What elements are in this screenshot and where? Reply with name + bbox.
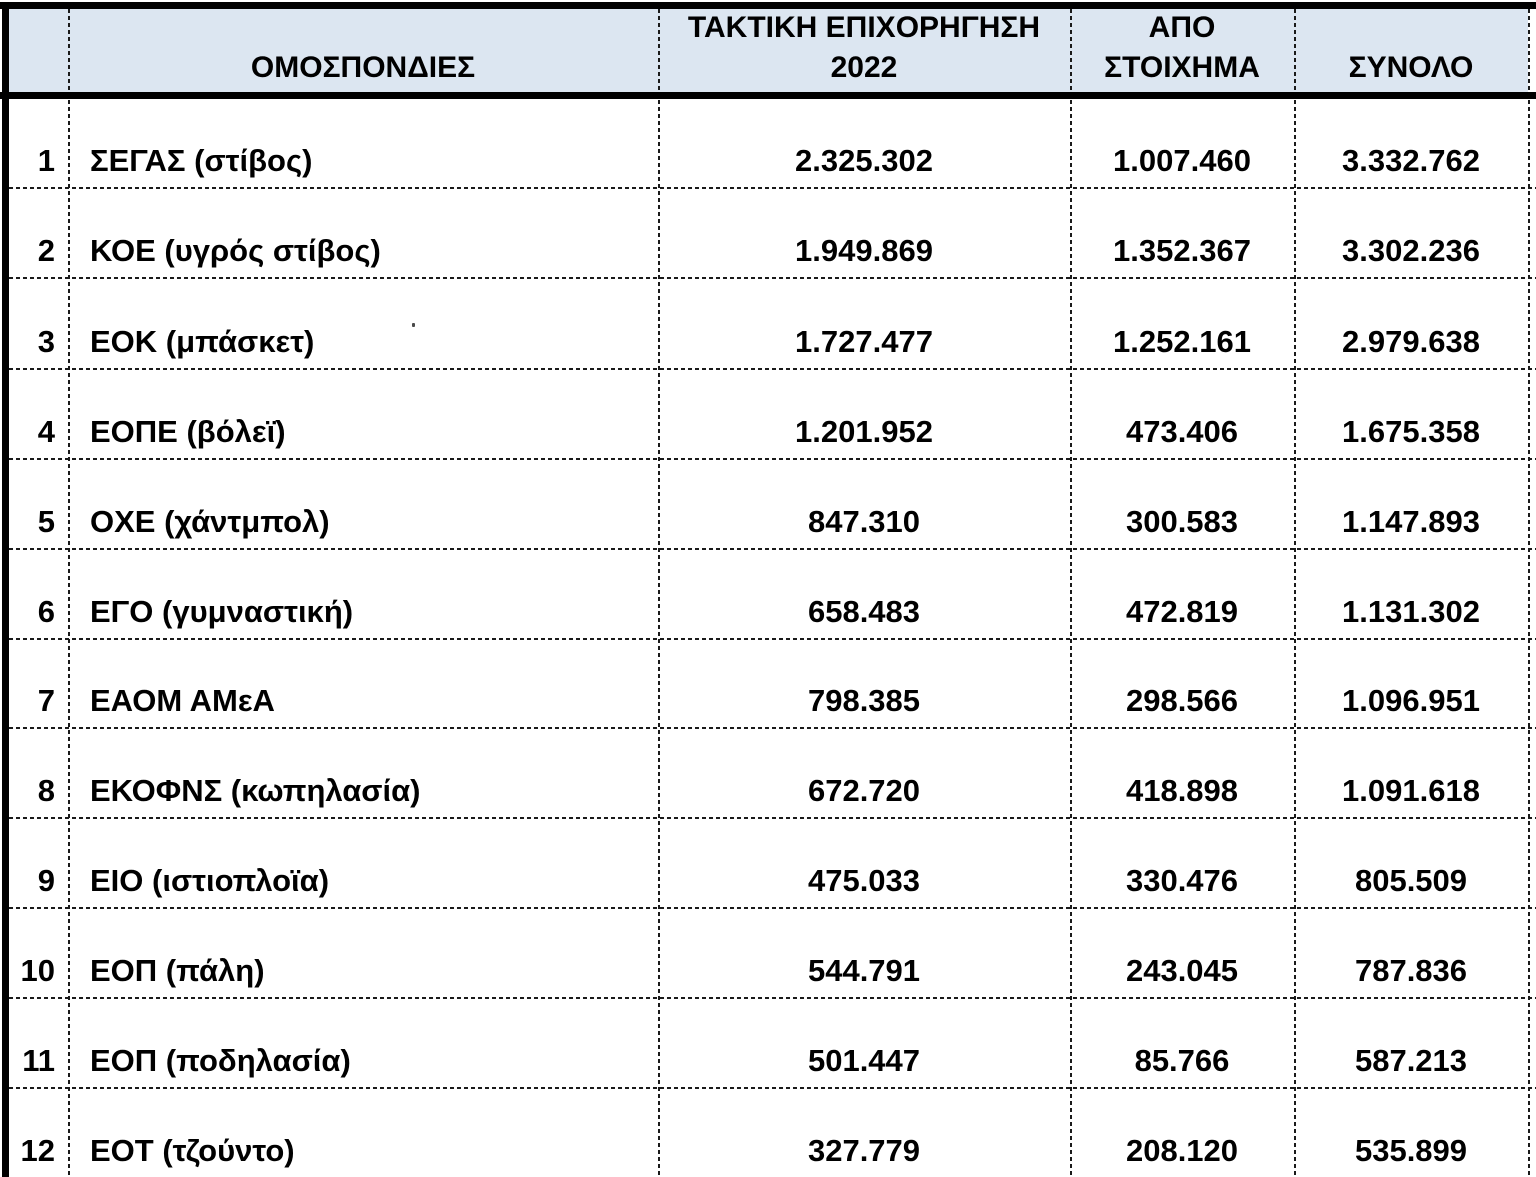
column-header-federations-label: ΟΜΟΣΠΟΝΔΙΕΣ: [250, 51, 476, 84]
column-divider-dashed: [1294, 9, 1296, 1177]
from-betting-value: 330.476: [1125, 863, 1239, 898]
column-header-regular-subsidy-line1: ΤΑΚΤΙΚΗ ΕΠΙΧΟΡΗΓΗΣΗ: [687, 11, 1041, 44]
total-value: 2.979.638: [1342, 324, 1480, 359]
table-top-border: [0, 2, 1536, 9]
table-row: [0, 727, 1536, 817]
column-header-from-betting-line2: ΣΤΟΙΧΗΜΑ: [1104, 51, 1260, 84]
table-row: [0, 548, 1536, 638]
from-betting-value: 298.566: [1125, 683, 1239, 718]
table-row: [0, 99, 1536, 187]
row-number: 2: [37, 233, 55, 268]
row-number: 1: [37, 143, 55, 178]
column-header-regular-subsidy: [658, 9, 1070, 92]
column-header-from-betting-line1: ΑΠΟ: [1148, 11, 1216, 44]
federation-name: ΕΟΠ (πάλη): [90, 953, 265, 988]
column-header-total: [1294, 9, 1528, 92]
federation-name: ΕΚΟΦΝΣ (κωπηλασία): [90, 773, 421, 808]
federation-name: ΕΓΟ (γυμναστική): [90, 594, 354, 629]
total-value: 1.147.893: [1342, 504, 1480, 539]
total-value: 3.302.236: [1342, 233, 1480, 268]
regular-subsidy-value: 672.720: [807, 773, 921, 808]
from-betting-value: 243.045: [1125, 953, 1239, 988]
row-divider-dashed: [9, 458, 1536, 460]
regular-subsidy-value: 544.791: [807, 953, 921, 988]
total-value: 787.836: [1354, 953, 1468, 988]
from-betting-value: 418.898: [1125, 773, 1239, 808]
total-value: 535.899: [1354, 1133, 1468, 1168]
row-number: 12: [20, 1133, 55, 1168]
ink-dot-artifact: [412, 323, 415, 327]
row-divider-dashed: [9, 638, 1536, 640]
column-header-total-label: ΣΥΝΟΛΟ: [1348, 51, 1474, 84]
table-row: [0, 817, 1536, 907]
table-row: [0, 277, 1536, 368]
from-betting-value: 1.352.367: [1113, 233, 1251, 268]
regular-subsidy-value: 475.033: [807, 863, 921, 898]
column-header-regular-subsidy-line2: 2022: [830, 51, 898, 84]
federation-name: ΚΟΕ (υγρός στίβος): [90, 233, 381, 268]
row-divider-dashed: [9, 997, 1536, 999]
from-betting-value: 300.583: [1125, 504, 1239, 539]
from-betting-value: 208.120: [1125, 1133, 1239, 1168]
column-divider-dashed: [68, 9, 70, 1177]
total-value: 587.213: [1354, 1043, 1468, 1078]
federation-name: ΕΑΟΜ ΑΜεΑ: [90, 683, 275, 718]
row-divider-dashed: [9, 817, 1536, 819]
table-row: [0, 997, 1536, 1087]
from-betting-value: 1.007.460: [1113, 143, 1251, 178]
column-divider-dashed: [1070, 9, 1072, 1177]
federation-name: ΕΙΟ (ιστιοπλοϊα): [90, 863, 330, 898]
from-betting-value: 473.406: [1125, 414, 1239, 449]
federation-name: ΕΟΠΕ (βόλεϊ): [90, 414, 286, 449]
table-row: [0, 1087, 1536, 1177]
total-value: 1.096.951: [1342, 683, 1480, 718]
row-number: 3: [37, 324, 55, 359]
row-number: 8: [37, 773, 55, 808]
regular-subsidy-value: 1.201.952: [795, 414, 933, 449]
row-divider-dashed: [9, 277, 1536, 279]
regular-subsidy-value: 2.325.302: [795, 143, 933, 178]
table-left-border: [2, 2, 9, 1177]
federation-name: ΕΟΠ (ποδηλασία): [90, 1043, 351, 1078]
row-number: 4: [37, 414, 55, 449]
federation-name: ΕΟΚ (μπάσκετ): [90, 324, 315, 359]
federation-name: ΕΟΤ (τζούντο): [90, 1133, 295, 1168]
row-number: 10: [20, 953, 55, 988]
row-divider-dashed: [9, 187, 1536, 189]
table-row: [0, 187, 1536, 277]
row-divider-dashed: [9, 727, 1536, 729]
regular-subsidy-value: 501.447: [807, 1043, 921, 1078]
table-row: [0, 638, 1536, 727]
row-divider-dashed: [9, 1087, 1536, 1089]
table-row: [0, 458, 1536, 548]
total-value: 3.332.762: [1342, 143, 1480, 178]
federation-name: ΟΧΕ (χάντμπολ): [90, 504, 330, 539]
total-value: 805.509: [1354, 863, 1468, 898]
regular-subsidy-value: 847.310: [807, 504, 921, 539]
table-row: [0, 368, 1536, 458]
row-number: 5: [37, 504, 55, 539]
header-bottom-border: [0, 92, 1536, 99]
table-row: [0, 907, 1536, 997]
regular-subsidy-value: 798.385: [807, 683, 921, 718]
column-header-federations: [68, 9, 658, 92]
total-value: 1.091.618: [1342, 773, 1480, 808]
total-value: 1.131.302: [1342, 594, 1480, 629]
column-divider-dashed: [1528, 9, 1530, 1177]
row-divider-dashed: [9, 548, 1536, 550]
row-number: 9: [37, 863, 55, 898]
column-header-from-betting: [1070, 9, 1294, 92]
column-divider-dashed: [658, 9, 660, 1177]
from-betting-value: 472.819: [1125, 594, 1239, 629]
regular-subsidy-value: 1.727.477: [795, 324, 933, 359]
regular-subsidy-value: 327.779: [807, 1133, 921, 1168]
row-divider-dashed: [9, 368, 1536, 370]
total-value: 1.675.358: [1342, 414, 1480, 449]
row-number: 11: [22, 1043, 55, 1078]
federation-name: ΣΕΓΑΣ (στίβος): [90, 143, 313, 178]
row-number: 6: [37, 594, 55, 629]
regular-subsidy-value: 658.483: [807, 594, 921, 629]
row-number: 7: [37, 683, 55, 718]
regular-subsidy-value: 1.949.869: [795, 233, 933, 268]
from-betting-value: 85.766: [1134, 1043, 1230, 1078]
from-betting-value: 1.252.161: [1113, 324, 1251, 359]
row-divider-dashed: [9, 907, 1536, 909]
